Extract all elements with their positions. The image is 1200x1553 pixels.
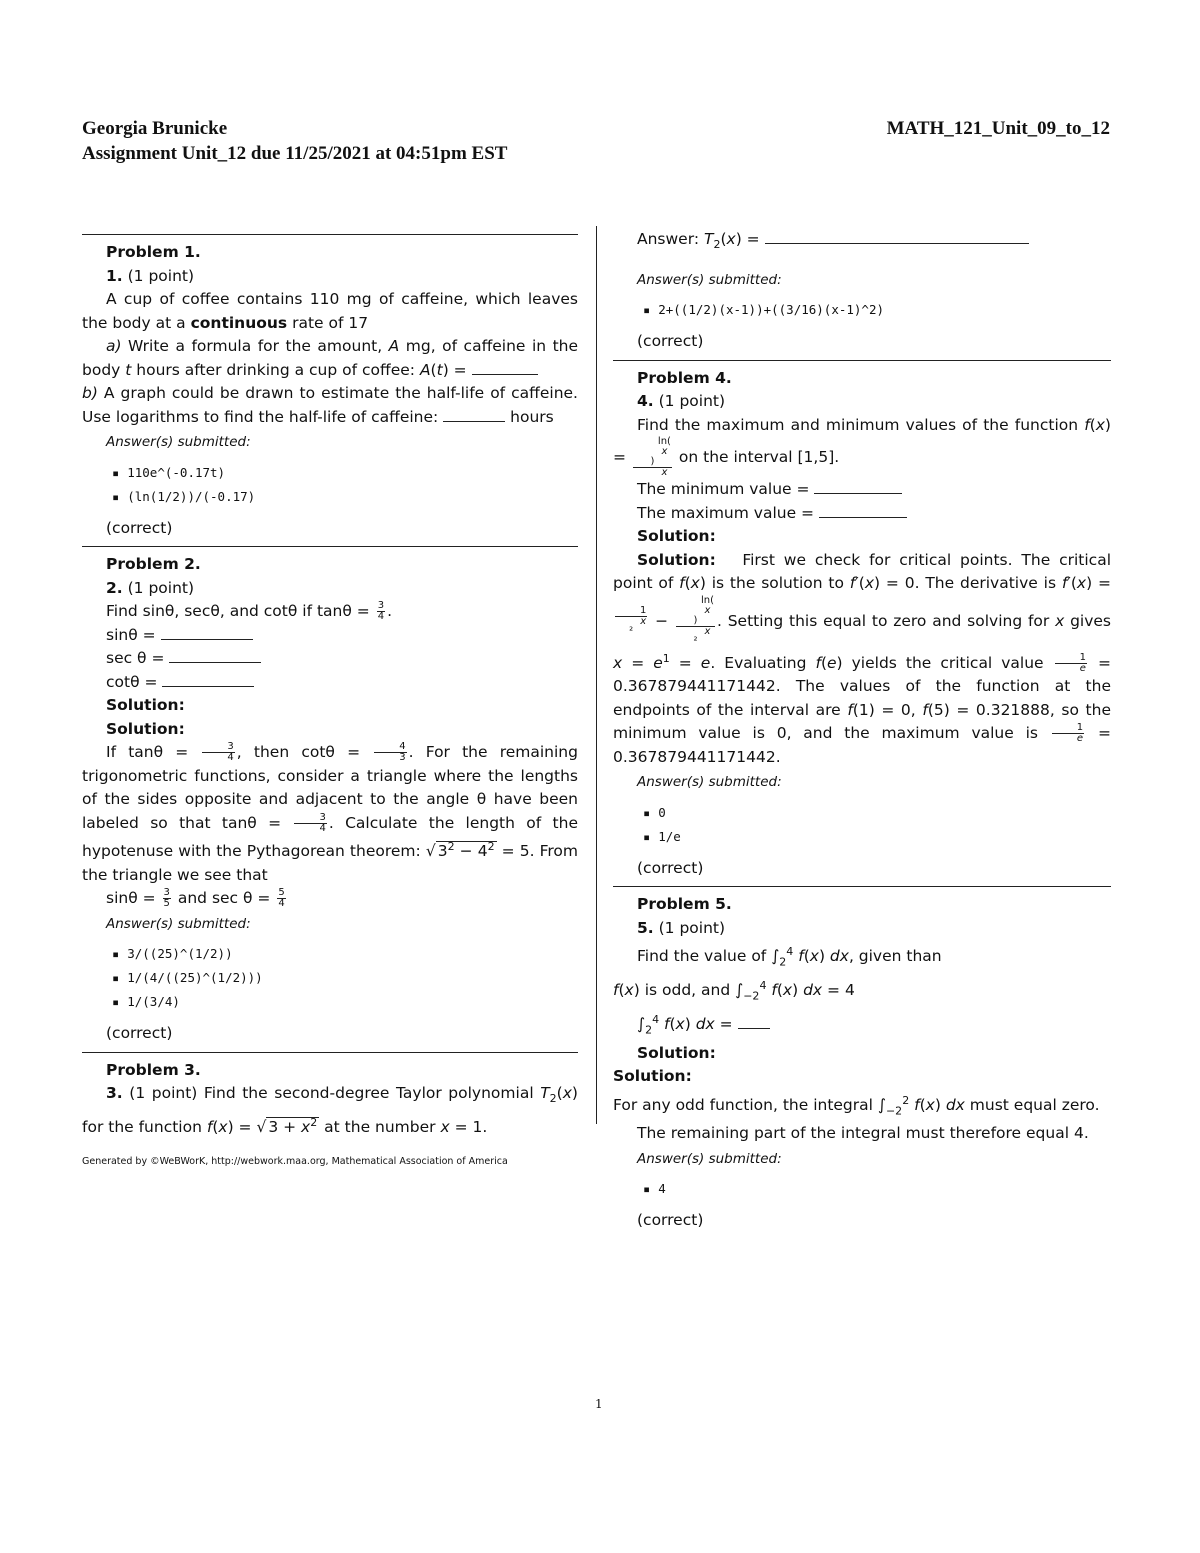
solution-heading: Solution: [637,1043,716,1062]
answers-list [82,461,578,509]
solution-heading: Solution: [106,719,185,738]
solution-heading: Solution: [613,1067,692,1085]
status-correct: (correct) [637,1211,704,1230]
answers-submitted-label: Answer(s) submitted: [106,915,251,932]
status-correct: (correct) [106,1024,173,1043]
problem-3-answer-line: Answer: $T_2(x)$ = [613,228,1111,257]
submitted-answer: ▪ 1/(4/((25)^(1/2))) [130,966,578,990]
submitted-answer: ▪ 4 [661,1177,1111,1201]
answer-blank[interactable] [161,625,253,640]
solution-text: Solution: First we check for critical points. The critical point of f(x) is the solution to f′(x) = 0. The derivative is f′(x) = 1 x ² − ln( x ) x ² . Setting this equal to zero and solving for x gives $x = e^1 = e$. Evaluating f(e) yields the critical value $\frac{1}{e}$ = 0.367879441171442. The values of the function at the endpoints of the interval are f(1) = 0, f(5) = 0.321888, so the minimum value is 0, and the maximum value is $\frac{1}{e}$ = 0.367879441171442. [613,550,1112,766]
answer-blank[interactable] [814,479,902,494]
answer-blank[interactable] [169,648,261,663]
answer-blank[interactable] [738,1014,770,1029]
problem-separator [613,886,1111,887]
answers-list [613,801,1111,849]
problem-points: (1 point) [127,266,195,285]
answers-submitted-label: Answer(s) submitted: [637,1150,782,1167]
answers-submitted-label: Answer(s) submitted: [637,774,782,791]
status-correct: (correct) [637,858,704,877]
answers-list [613,1177,1111,1201]
left-column [82,230,578,1139]
problem-separator [82,546,578,547]
footer-credit: Generated by ©WeBWorK, http://webwork.maa.org, Mathematical Association of America [82,1156,508,1167]
problem-5: Problem 5. 5. (1 point) Find the value of $\int_2^4$ f(x) dx, given than f(x) is odd, and $\int_{-2}^4$ f(x) dx = 4 $\int_2^4$ f(x) dx = Solution: Solution: For any odd function, the integral $\int_{-2}^2$ f(x) dx must equal zero. The remaining part of the integral must therefore equal 4. Answer(s) submitted: ▪ 4 (correct) [613,893,1111,1233]
submitted-answer: ▪ (ln(1/2))/(-0.17) [130,485,578,509]
problem-number: 4. [637,392,654,411]
submitted-answer: ▪ 1/e [661,825,1111,849]
answer-blank[interactable] [819,503,907,518]
solution-text: For any odd function, the integral $\int_{-2}^2$ f(x) dx must equal zero. [613,1093,1100,1117]
problem-title: Problem 5. [637,895,732,914]
solution-text: If tanθ = $\frac{3}{4}$ , then cotθ = $\frac{4}{3}$ . For the remaining trigonometric functions, consider a triangle where the lengths of the sides opposite and adjacent to the angle θ have been labeled so that tanθ = $\frac{3}{4}$ . Calculate the length of the hypotenuse with the Pythagorean theorem: √ $3^2 - 4^2 = 5$. From the triangle we see that [82,741,578,884]
problem-3 [82,1059,578,1140]
answer-blank[interactable] [443,407,505,422]
problem-title: Problem 1. [106,243,201,261]
right-column [613,228,1111,1239]
submitted-answer: ▪ 3/((25)^(1/2)) [130,942,578,966]
submitted-answer: ▪ 1/(3/4) [130,990,578,1014]
problem-2: Problem 2. 2. (1 point) Find sinθ, secθ, and cotθ if tanθ = $\frac{3}{4}$ . sinθ = sec θ = cotθ = Solution: Solution: If tanθ = $\frac{3}{4}$ , then cotθ = $\frac{4}{3}$ . For the remaining trigonometric functions, consider a triangle where the lengths of the sides opposite and adjacent to the angle θ have been labeled so that tanθ = $\frac{3}{4}$ . Calculate the length of the hypotenuse with the Pythagorean theorem: √ $3^2 - 4^2 = 5$. From the triangle we see that sinθ = $\frac{3}{5}$ and sec θ = $\frac{5}{4}$ Answer(s) submitted: ▪ 3/((25)^(1/2)) ▪ 1/(4/((25)^(1/2))) ▪ 1/(3/4) (correct) [82,553,578,1046]
problem-text: Find the value of $\int_2^4$ f(x) dx, given than [637,945,942,969]
problem-points: (1 point) [658,918,726,937]
answers-list [82,942,578,1014]
status-correct: (correct) [106,518,173,537]
part-b: b) A graph could be drawn to estimate the half-life of caffeine. Use logarithms to find the half-life of caffeine: hours [82,384,578,426]
solution-heading: Solution: [637,527,716,546]
problem-text: 3. (1 point) Find the second-degree Taylor polynomial $T_2(x)$ for the function f(x) = √ $3 + x^2$ at the number x = 1. [82,1084,578,1136]
problem-4: Problem 4. 4. (1 point) Find the maximum and minimum values of the function f(x) = ln( x ) x on the interval [1,5]. The minimum value = The maximum value = Solution: Solution: First we check for critical points. The critical point of f(x) is the solution to f′(x) = 0. The derivative is f′(x) = 1 x ² − ln( x ) x ² . Setting this equal to zero and solving for x gives $x = e^1 = e$. Evaluating f(e) yields the critical value $\frac{1}{e}$ = 0.367879441171442. The values of the function at the endpoints of the interval are f(1) = 0, f(5) = 0.321888, so the minimum value is 0, and the maximum value is $\frac{1}{e}$ = 0.367879441171442. Answer(s) submitted: ▪ 0 ▪ 1/e (correct) [613,367,1111,881]
answer-blank[interactable] [765,229,1029,244]
submitted-answer: ▪ 2+((1/2)(x-1))+((3/16)(x-1)^2) [661,298,1111,322]
problem-title: Problem 4. [637,368,732,387]
student-name: Georgia Brunicke [82,118,228,139]
problem-title: Problem 2. [106,555,201,573]
problem-separator [82,234,578,235]
problem-1 [82,241,578,540]
column-divider [596,226,597,1124]
page-header [82,116,1110,166]
page-number: 1 [595,1397,603,1411]
answer-blank[interactable] [162,672,254,687]
answers-submitted-label: Answer(s) submitted: [106,434,251,450]
problem-separator [82,1052,578,1053]
problem-text: A cup of coffee contains 110 mg of caffeine, which leaves the body at a continuous rate of 17 [82,290,578,332]
answers-list [613,298,1111,322]
assignment-title: Assignment Unit_12 due 11/25/2021 at 04:51pm EST [82,143,508,164]
problem-title: Problem 3. [106,1060,201,1079]
answer-blank[interactable] [472,360,538,375]
problem-points: (1 point) [658,392,726,411]
course-name: MATH_121_Unit_09_to_12 [886,118,1110,139]
submitted-answer: ▪ 0 [661,801,1111,825]
part-a: a) Write a formula for the amount, A mg, of caffeine in the body t hours after drinking a cup of coffee: A(t) = [82,337,579,379]
problem-separator [613,360,1111,361]
problem-number: 5. [637,918,654,937]
problem-number: 1. [106,266,123,285]
problem-text: Find sinθ, secθ, and cotθ if tanθ = $\frac{3}{4}$ . [106,600,393,622]
answers-submitted-label: Answer(s) submitted: [637,271,782,288]
submitted-answer: ▪ 110e^(-0.17t) [130,461,578,485]
problem-text: Find the maximum and minimum values of the function f(x) = ln( x ) x on the interval [1,5]. [613,415,1111,479]
status-correct: (correct) [637,332,704,351]
problem-number: 2. [106,578,123,597]
solution-heading: Solution: [106,696,185,714]
problem-points: (1 point) [127,578,195,597]
